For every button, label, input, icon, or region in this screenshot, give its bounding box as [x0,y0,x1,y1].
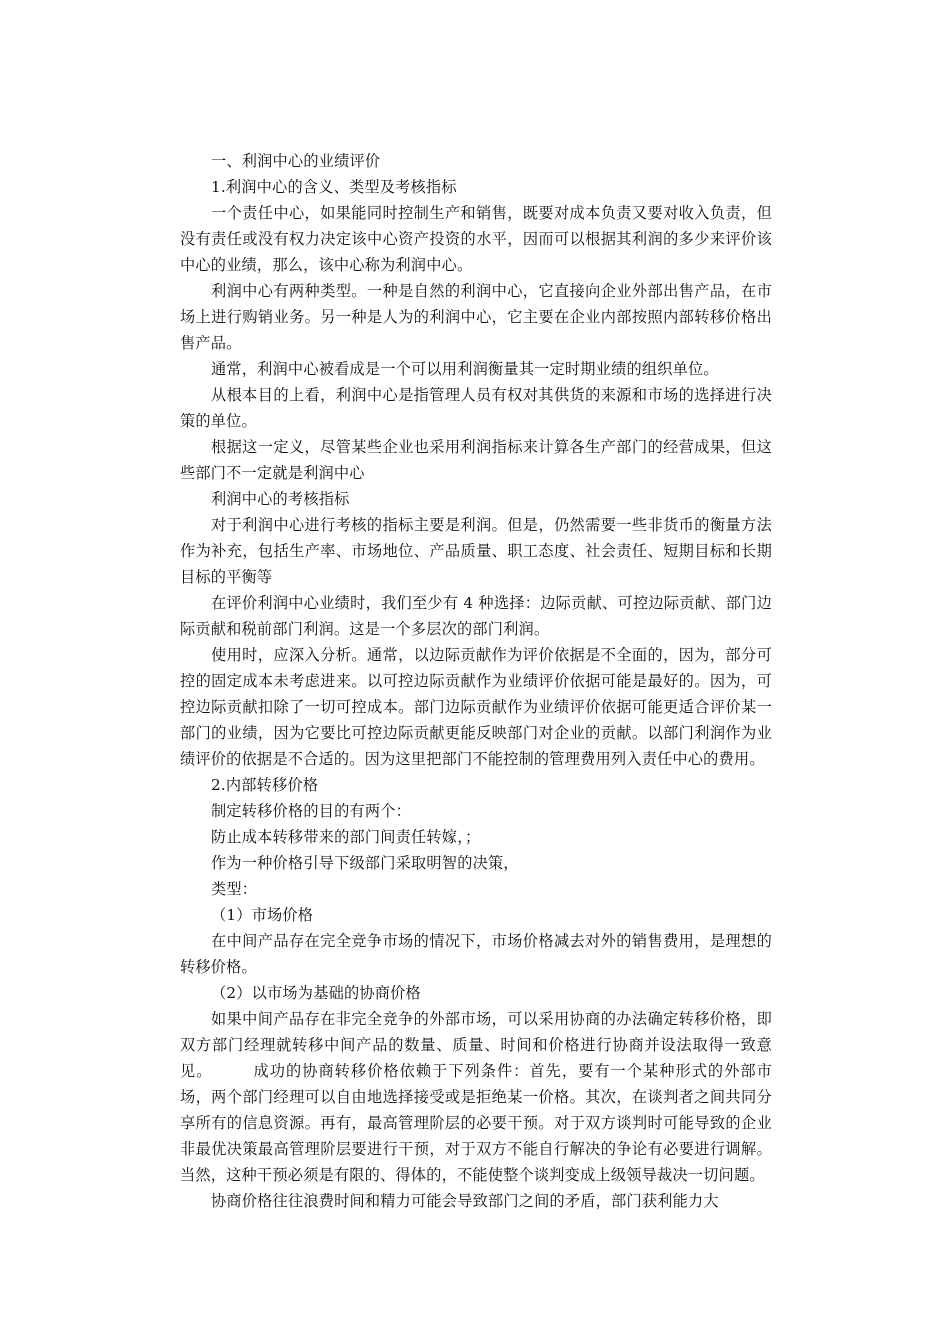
paragraph: 一个责任中心，如果能同时控制生产和销售，既要对成本负责又要对收入负责，但没有责任或没有权力决定该中心资产投资的水平，因而可以根据其利润的多少来评价该中心的业绩，那么，该中心称为利润中心。 [180,204,772,274]
paragraph: 制定转移价格的目的有两个： [211,802,412,820]
paragraph: 对于利润中心进行考核的指标主要是利润。但是，仍然需要一些非货币的衡量方法作为补充，包括生产率、市场地位、产品质量、职工态度、社会责任、短期目标和长期目标的平衡等 [180,516,772,586]
paragraph: 使用时，应深入分析。通常，以边际贡献作为评价依据是不全面的，因为，部分可控的固定成本未考虑进来。以可控边际贡献作为业绩评价依据可能是最好的。因为，可控边际贡献扣除了一切可控成本。部门边际贡献作为业绩评价依据可能更适合评价某一部门的业绩，因为它要比可控边际贡献更能反映部门对企业的贡献。以部门利润作为业绩评价的依据是不合适的。因为这里把部门不能控制的管理费用列入责任中心的费用。 [180,646,772,768]
paragraph: 在评价利润中心业绩时，我们至少有 4 种选择：边际贡献、可控边际贡献、部门边际贡献和税前部门利润。这是一个多层次的部门利润。 [180,594,772,638]
paragraph: 作为一种价格引导下级部门采取明智的决策， [211,854,519,872]
section-heading: 一、利润中心的业绩评价 [211,152,381,170]
paragraph: 通常，利润中心被看成是一个可以用利润衡量其一定时期业绩的组织单位。 [211,360,719,378]
paragraph: 如果中间产品存在非完全竞争的外部市场，可以采用协商的办法确定转移价格，即双方部门经理就转移中间产品的数量、质量、时间和价格进行协商并设法取得一致意见。 成功的协商转移价格依赖于下列条件：首先，要有一个某种形式的外部市场，两个部门经理可以自由地选择接受或是拒绝某一价格。其次，在谈判者之间共同分享所有的信息资源。再有，最高管理阶层的必要干预。对于双方谈判时可能导致的企业非最优决策最高管理阶层要进行干预，对于双方不能自行解决的争论有必要进行调解。当然，这种干预必须是有限的、得体的，不能使整个谈判变成上级领导裁决一切问题。 [180,1010,772,1184]
subsection-heading: 2.内部转移价格 [211,776,319,794]
list-heading: （2）以市场为基础的协商价格 [211,984,421,1002]
subheading: 利润中心的考核指标 [211,490,350,508]
paragraph: 在中间产品存在完全竞争市场的情况下，市场价格减去对外的销售费用，是理想的转移价格。 [180,932,772,976]
paragraph: 从根本目的上看，利润中心是指管理人员有权对其供货的来源和市场的选择进行决策的单位。 [180,386,772,430]
paragraph: 根据这一定义，尽管某些企业也采用利润指标来计算各生产部门的经营成果，但这些部门不一定就是利润中心 [180,438,772,482]
paragraph: 类型： [211,880,258,898]
paragraph: 利润中心有两种类型。一种是自然的利润中心，它直接向企业外部出售产品，在市场上进行购销业务。另一种是人为的利润中心，它主要在企业内部按照内部转移价格出售产品。 [180,282,772,352]
list-heading: （1）市场价格 [211,906,314,924]
paragraph: 协商价格往往浪费时间和精力可能会导致部门之间的矛盾，部门获利能力大 [211,1192,719,1210]
subsection-heading: 1.利润中心的含义、类型及考核指标 [211,178,457,196]
document-body [180,148,772,1214]
paragraph: 防止成本转移带来的部门间责任转嫁，； [211,828,481,846]
